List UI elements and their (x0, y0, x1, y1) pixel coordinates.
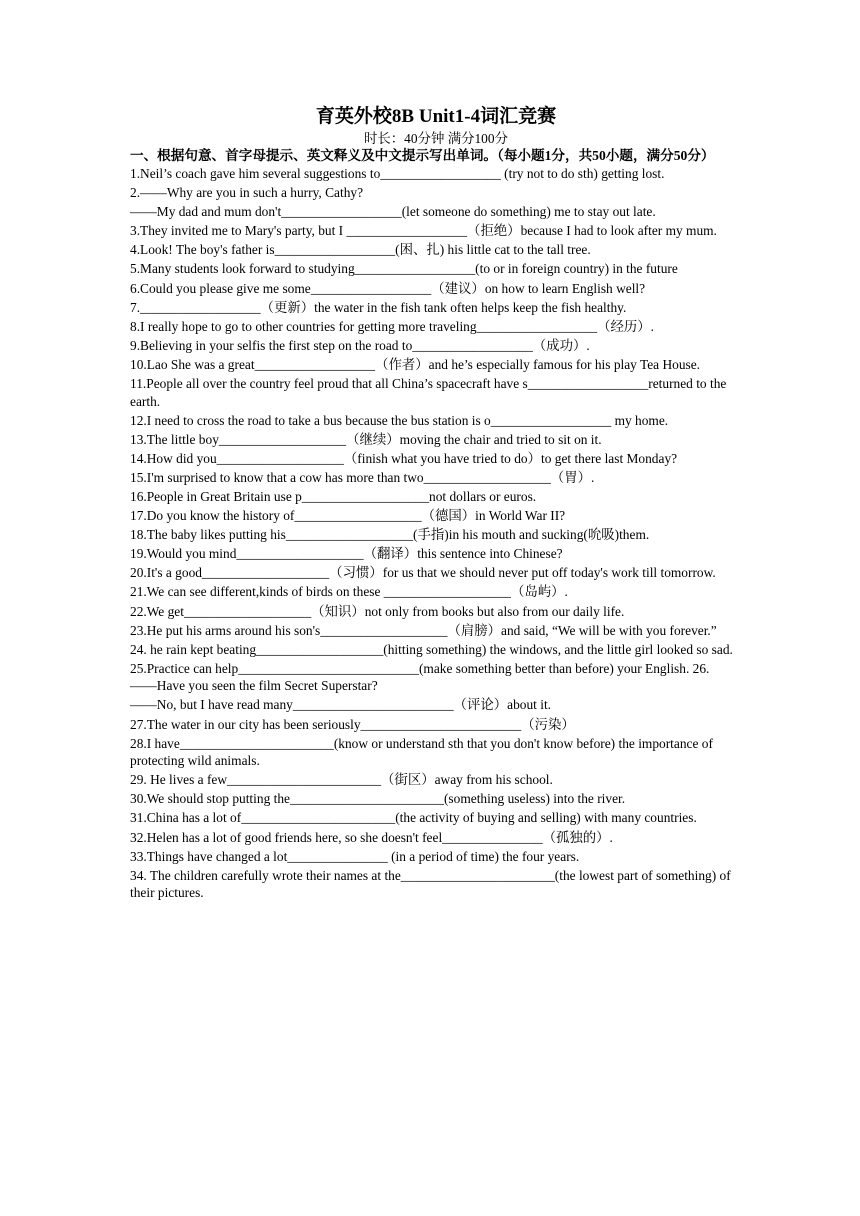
question-list (130, 165, 734, 902)
question-item: 20.It's a good___________________（习惯）for us that we should never put off today's work till tomorrow. (130, 565, 716, 581)
page-title: 育英外校8B Unit1-4词汇竞赛 (315, 106, 557, 127)
question-item: 31.China has a lot of_______________________(the activity of buying and selling) with many countries. (130, 810, 697, 826)
section-instructions: 一、根据句意、首字母提示、英文释义及中文提示写出单词。（每小题1分，共50小题，满分50分） (130, 148, 715, 163)
question-item: 22.We get___________________（知识）not only from books but also from our daily life. (130, 603, 625, 619)
question-item: 14.How did you___________________（finish what you have tried to do）to get there last Monday? (130, 450, 678, 466)
question-item: 33.Things have changed a lot_______________ (in a period of time) the four years. (130, 848, 580, 864)
question-item: 8.I really hope to go to other countries for getting more traveling__________________（经历）. (130, 318, 654, 334)
question-item: 17.Do you know the history of___________________（德国）in World War II? (130, 508, 566, 524)
question-item: 1.Neil’s coach gave him several suggestions to__________________ (try not to do sth) getting lost. (130, 166, 665, 181)
question-item: 3.They invited me to Mary's party, but I __________________（拒绝）because I had to look after my mum. (130, 223, 717, 239)
worksheet-page (130, 104, 734, 903)
question-item: 15.I'm surprised to know that a cow has more than two___________________（胃）. (130, 469, 595, 485)
question-item: 9.Believing in your selfis the first step on the road to__________________（成功）. (130, 337, 590, 353)
question-item: 16.People in Great Britain use p___________________not dollars or euros. (130, 489, 537, 504)
question-item: 19.Would you mind___________________（翻译）this sentence into Chinese? (130, 546, 563, 562)
question-item: 24. he rain kept beating___________________(hitting something) the windows, and the little girl looked so sad. (130, 641, 733, 657)
question-item: 2.——Why are you in such a hurry, Cathy? (130, 185, 364, 201)
question-item: ——No, but I have read many________________________（评论）about it. (130, 697, 552, 713)
question-item: 12.I need to cross the road to take a bus because the bus station is o__________________ my home. (130, 412, 669, 428)
question-item: 27.The water in our city has been seriously________________________（污染） (130, 716, 575, 732)
question-item: 34. The children carefully wrote their names at the_______________________(the lowest part of something) of their pictures. (130, 867, 731, 901)
question-item: 5.Many students look forward to studying__________________(to or in foreign country) in the future (130, 261, 678, 277)
exam-info: 时长：40分钟 满分100分 (364, 131, 508, 146)
question-item: 28.I have_______________________(know or understand sth that you don't know before) the importance of protecting wild animals. (130, 735, 713, 769)
question-item: ——My dad and mum don't__________________(let someone do something) me to stay out late. (130, 204, 656, 220)
question-item: 29. He lives a few_______________________（街区）away from his school. (130, 772, 553, 788)
question-item: 11.People all over the country feel proud that all China’s spacecraft have s__________________returned to the earth. (130, 376, 727, 409)
question-item: 13.The little boy___________________（继续）moving the chair and tried to sit on it. (130, 431, 602, 447)
question-item: 23.He put his arms around his son's___________________（肩膀）and said, “We will be with you forever.” (130, 622, 717, 638)
question-item: 30.We should stop putting the_______________________(something useless) into the river. (130, 791, 626, 807)
question-item: 6.Could you please give me some__________________（建议）on how to learn English well? (130, 280, 646, 296)
question-item: 10.Lao She was a great__________________（作者）and he’s especially famous for his play Tea House. (130, 356, 701, 372)
question-item: 21.We can see different,kinds of birds on these ___________________（岛屿）. (130, 584, 568, 600)
question-item: 32.Helen has a lot of good friends here, so she doesn't feel_______________（孤独的）. (130, 829, 613, 845)
question-item: 7.__________________（更新）the water in the fish tank often helps keep the fish healthy. (130, 299, 627, 315)
question-item: 18.The baby likes putting his___________________(手指)in his mouth and sucking(吮吸)them. (130, 527, 650, 543)
question-item: 4.Look! The boy's father is__________________(困、扎) his little cat to the tall tree. (130, 242, 591, 258)
question-item: 25.Practice can help___________________________(make something better than before) your English. 26.——Have you seen the film Secret Superstar? (130, 660, 710, 694)
